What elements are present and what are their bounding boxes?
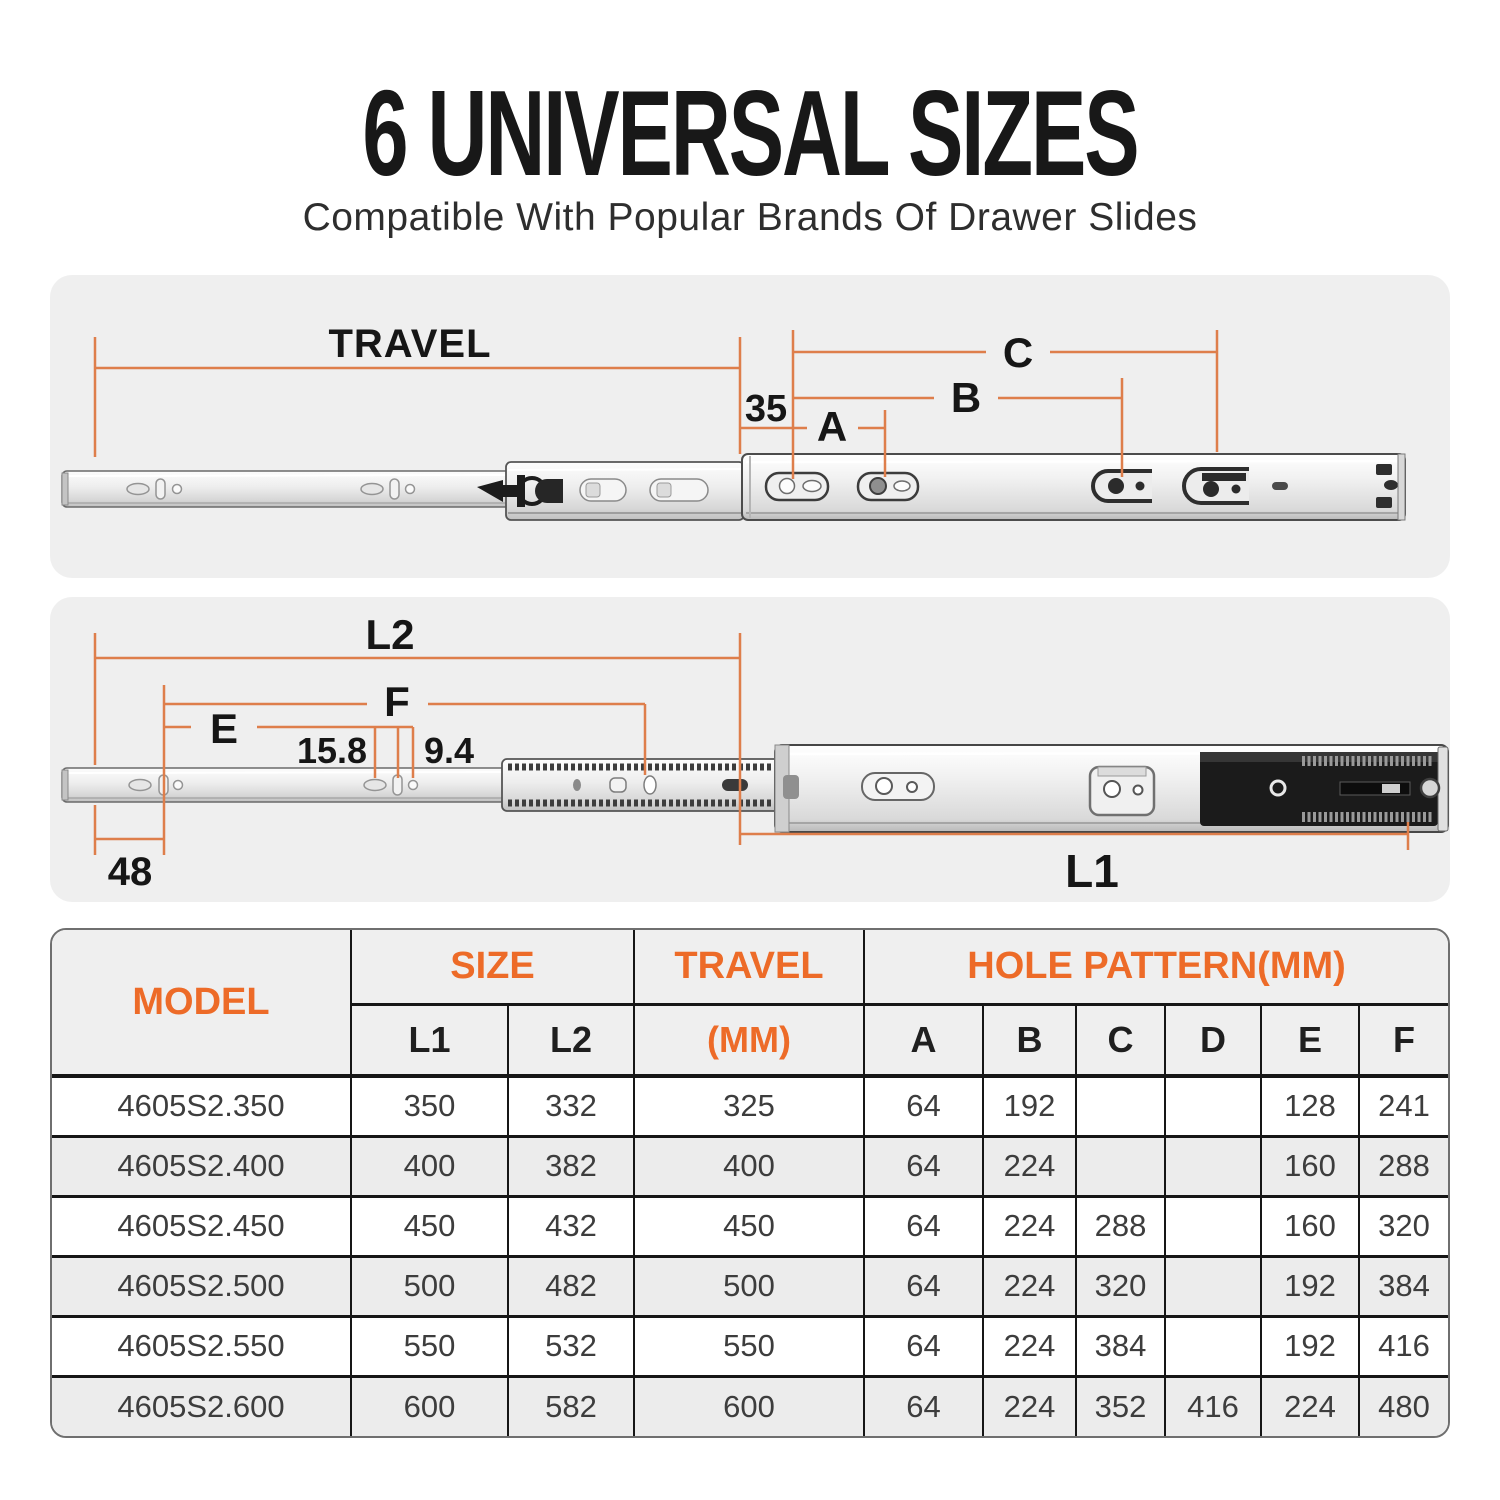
cell-travel: 325 bbox=[634, 1076, 864, 1136]
dim-l1-label: L1 bbox=[1065, 845, 1119, 897]
column-header-hole-pattern: HOLE PATTERN(MM) bbox=[864, 930, 1448, 1004]
page-title-text: 6 UNIVERSAL SIZES bbox=[362, 65, 1138, 201]
spec-table bbox=[50, 928, 1450, 1438]
column-header-f: F bbox=[1359, 1004, 1448, 1076]
cell-model: 4605S2.350 bbox=[52, 1076, 351, 1136]
cell-travel: 550 bbox=[634, 1316, 864, 1376]
cell-l2: 532 bbox=[508, 1316, 634, 1376]
cell-d bbox=[1165, 1076, 1261, 1136]
dim-f-label: F bbox=[384, 678, 410, 725]
column-header-l2: L2 bbox=[508, 1004, 634, 1076]
drawer-slide-diagram-bottom bbox=[50, 597, 1450, 902]
cell-c: 320 bbox=[1076, 1256, 1165, 1316]
column-header-e: E bbox=[1261, 1004, 1359, 1076]
cell-l1: 400 bbox=[351, 1136, 508, 1196]
cell-l1: 600 bbox=[351, 1376, 508, 1436]
cell-l1: 450 bbox=[351, 1196, 508, 1256]
cell-b: 224 bbox=[983, 1316, 1076, 1376]
column-header-travel-unit: (MM) bbox=[634, 1004, 864, 1076]
cell-l1: 550 bbox=[351, 1316, 508, 1376]
cell-l2: 432 bbox=[508, 1196, 634, 1256]
cell-f: 320 bbox=[1359, 1196, 1448, 1256]
cell-l2: 482 bbox=[508, 1256, 634, 1316]
offset-35-label: 35 bbox=[744, 388, 788, 430]
cell-model: 4605S2.400 bbox=[52, 1136, 351, 1196]
cell-f: 384 bbox=[1359, 1256, 1448, 1316]
cell-a: 64 bbox=[864, 1256, 983, 1316]
column-header-b: B bbox=[983, 1004, 1076, 1076]
cell-a: 64 bbox=[864, 1376, 983, 1436]
cell-e: 224 bbox=[1261, 1376, 1359, 1436]
cell-l1: 500 bbox=[351, 1256, 508, 1316]
drawer-slide-diagram-top bbox=[50, 275, 1450, 578]
cell-c bbox=[1076, 1136, 1165, 1196]
column-header-model: MODEL bbox=[52, 930, 351, 1076]
dim-b-label: B bbox=[950, 374, 982, 421]
cell-c: 352 bbox=[1076, 1376, 1165, 1436]
cell-model: 4605S2.600 bbox=[52, 1376, 351, 1436]
cell-c: 384 bbox=[1076, 1316, 1165, 1376]
column-header-l1: L1 bbox=[351, 1004, 508, 1076]
cell-d bbox=[1165, 1316, 1261, 1376]
cell-travel: 400 bbox=[634, 1136, 864, 1196]
cell-travel: 500 bbox=[634, 1256, 864, 1316]
cell-f: 480 bbox=[1359, 1376, 1448, 1436]
cell-d: 416 bbox=[1165, 1376, 1261, 1436]
cell-a: 64 bbox=[864, 1136, 983, 1196]
diagram-panel-bottom bbox=[50, 597, 1450, 902]
table-row bbox=[52, 1076, 1448, 1136]
column-header-c: C bbox=[1076, 1004, 1165, 1076]
cell-l1: 350 bbox=[351, 1076, 508, 1136]
cell-travel: 450 bbox=[634, 1196, 864, 1256]
cell-model: 4605S2.450 bbox=[52, 1196, 351, 1256]
drawer-slide-illustration-bottom bbox=[62, 745, 1448, 832]
drawer-slide-illustration-top bbox=[62, 454, 1405, 520]
cell-a: 64 bbox=[864, 1316, 983, 1376]
cell-c bbox=[1076, 1076, 1165, 1136]
cell-l2: 332 bbox=[508, 1076, 634, 1136]
table-row bbox=[52, 1196, 1448, 1256]
cell-e: 192 bbox=[1261, 1256, 1359, 1316]
dim-158-label: 15.8 bbox=[296, 730, 368, 771]
cell-l2: 382 bbox=[508, 1136, 634, 1196]
dim-a-label: A bbox=[816, 403, 848, 450]
cell-model: 4605S2.500 bbox=[52, 1256, 351, 1316]
travel-dimension-label: TRAVEL bbox=[328, 322, 492, 366]
cell-e: 128 bbox=[1261, 1076, 1359, 1136]
page-subtitle: Compatible With Popular Brands Of Drawer Slides bbox=[302, 196, 1198, 239]
cell-f: 288 bbox=[1359, 1136, 1448, 1196]
cell-d bbox=[1165, 1196, 1261, 1256]
cell-f: 416 bbox=[1359, 1316, 1448, 1376]
dim-c-label: C bbox=[1002, 329, 1034, 376]
cell-b: 224 bbox=[983, 1256, 1076, 1316]
cell-l2: 582 bbox=[508, 1376, 634, 1436]
cell-b: 224 bbox=[983, 1136, 1076, 1196]
table-row bbox=[52, 1256, 1448, 1316]
table-row bbox=[52, 1316, 1448, 1376]
dim-94-label: 9.4 bbox=[423, 730, 475, 771]
cell-f: 241 bbox=[1359, 1076, 1448, 1136]
table-row bbox=[52, 1376, 1448, 1436]
cell-travel: 600 bbox=[634, 1376, 864, 1436]
diagram-panel-top bbox=[50, 275, 1450, 578]
cell-c: 288 bbox=[1076, 1196, 1165, 1256]
cell-b: 192 bbox=[983, 1076, 1076, 1136]
cell-e: 160 bbox=[1261, 1136, 1359, 1196]
dim-l2-label: L2 bbox=[365, 611, 415, 658]
cell-d bbox=[1165, 1256, 1261, 1316]
cell-model: 4605S2.550 bbox=[52, 1316, 351, 1376]
cell-a: 64 bbox=[864, 1076, 983, 1136]
table-row bbox=[52, 1136, 1448, 1196]
cell-b: 224 bbox=[983, 1196, 1076, 1256]
cell-a: 64 bbox=[864, 1196, 983, 1256]
cell-d bbox=[1165, 1136, 1261, 1196]
cell-e: 160 bbox=[1261, 1196, 1359, 1256]
cell-b: 224 bbox=[983, 1376, 1076, 1436]
column-header-a: A bbox=[864, 1004, 983, 1076]
column-header-d: D bbox=[1165, 1004, 1261, 1076]
page-title bbox=[0, 65, 1500, 201]
column-header-size: SIZE bbox=[351, 930, 634, 1004]
dim-e-label: E bbox=[209, 705, 239, 752]
dim-48-label: 48 bbox=[107, 850, 153, 894]
cell-e: 192 bbox=[1261, 1316, 1359, 1376]
column-header-travel: TRAVEL bbox=[634, 930, 864, 1004]
